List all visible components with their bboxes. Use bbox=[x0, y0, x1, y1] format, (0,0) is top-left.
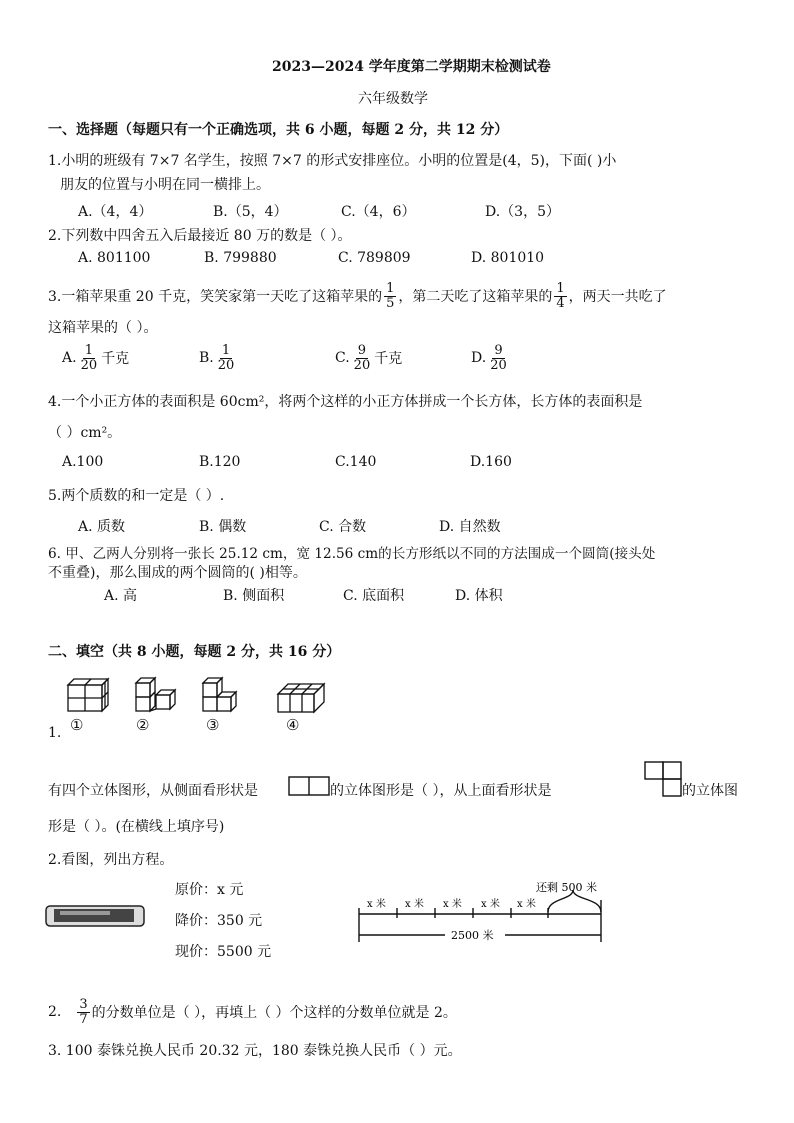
side-view-shape-icon bbox=[288, 776, 330, 796]
q5-option-d[interactable]: D. 自然数 bbox=[439, 519, 501, 535]
q2-option-a[interactable]: A. 801100 bbox=[78, 250, 151, 266]
q4-option-c[interactable]: C.140 bbox=[335, 454, 377, 470]
q5-text: 5.两个质数的和一定是（ ）. bbox=[48, 488, 225, 504]
figure-4-label: ④ bbox=[286, 716, 300, 734]
q6-option-b[interactable]: B. 侧面积 bbox=[223, 588, 285, 604]
q4-option-a[interactable]: A.100 bbox=[62, 454, 104, 470]
s2-q3-text: 3. 100 泰铢兑换人民币 20.32 元，180 泰铢兑换人民币（ ）元。 bbox=[48, 1043, 462, 1059]
exam-title: 2023—2024 学年度第二学期期末检测试卷 bbox=[272, 59, 551, 75]
price-drop: 降价：350 元 bbox=[175, 913, 263, 929]
q3-option-a[interactable]: A. $\frac{1}{20}$ 千克 bbox=[62, 343, 130, 373]
q3-fraction-1: $\frac{1}{5}$ bbox=[386, 281, 395, 311]
section2-heading: 二、填空（共 8 小题，每题 2 分，共 16 分） bbox=[48, 644, 341, 660]
q3-text-part2: ，第二天吃了这箱苹果的 bbox=[398, 289, 553, 306]
q2-option-d[interactable]: D. 801010 bbox=[471, 250, 545, 266]
q1-line2: 朋友的位置与小明在同一横排上。 bbox=[60, 177, 270, 193]
segment-label-2: x 米 bbox=[405, 899, 424, 910]
segment-label-1: x 米 bbox=[367, 899, 386, 910]
segment-diagram bbox=[355, 876, 610, 946]
q6-option-a[interactable]: A. 高 bbox=[104, 588, 138, 604]
s2-q2-text: 2.看图，列出方程。 bbox=[48, 852, 174, 868]
s2-q1-text-c: 的立体图 bbox=[682, 783, 738, 799]
q1-option-a[interactable]: A.（4，4） bbox=[78, 204, 153, 220]
figure-1-label: ① bbox=[70, 716, 84, 734]
q6-line2: 不重叠)，那么围成的两个圆筒的( )相等。 bbox=[48, 565, 307, 581]
s2-q1-text-b: 的立体图形是（ ），从上面看形状是 bbox=[330, 783, 552, 799]
q1-option-c[interactable]: C.（4，6） bbox=[341, 204, 416, 220]
q2-text: 2.下列数中四舍五入后最接近 80 万的数是（ ）。 bbox=[48, 228, 352, 244]
segment-label-5: x 米 bbox=[517, 899, 536, 910]
price-now: 现价：5500 元 bbox=[175, 944, 272, 960]
q3-option-b[interactable]: B. $\frac{1}{20}$ bbox=[199, 343, 235, 373]
exam-subtitle: 六年级数学 bbox=[358, 91, 428, 107]
q3-text-part3: ，两天一共吃了 bbox=[568, 289, 667, 306]
s2-q2b-fraction: $\frac{3}{7}$ bbox=[79, 997, 88, 1027]
s2-q2b-line bbox=[48, 998, 457, 1026]
q6-option-c[interactable]: C. 底面积 bbox=[343, 588, 405, 604]
top-view-shape-icon bbox=[644, 761, 682, 797]
section1-heading: 一、选择题（每题只有一个正确选项，共 6 小题，每题 2 分，共 12 分） bbox=[48, 122, 509, 138]
figure-3-cubes bbox=[200, 675, 246, 713]
q3-line2: 这箱苹果的（ ）。 bbox=[48, 320, 158, 336]
q3-option-c[interactable]: C. $\frac{9}{20}$ 千克 bbox=[335, 343, 403, 373]
q5-option-c[interactable]: C. 合数 bbox=[319, 519, 367, 535]
q4-line2: （ ）cm²。 bbox=[48, 425, 122, 441]
q2-option-b[interactable]: B. 799880 bbox=[204, 250, 277, 266]
q4-line1: 4.一个小正方体的表面积是 60cm²，将两个这样的小正方体拼成一个长方体，长方体的表面积是 bbox=[48, 394, 643, 410]
q5-option-b[interactable]: B. 偶数 bbox=[199, 519, 247, 535]
figure-4-cubes bbox=[276, 680, 326, 714]
q3-text-part1: 3.一箱苹果重 20 千克，笑笑家第一天吃了这箱苹果的 bbox=[48, 289, 383, 306]
segment-label-3: x 米 bbox=[443, 899, 462, 910]
q6-option-d[interactable]: D. 体积 bbox=[455, 588, 503, 604]
q3-line1 bbox=[48, 282, 667, 310]
q4-option-b[interactable]: B.120 bbox=[199, 454, 241, 470]
q4-option-d[interactable]: D.160 bbox=[470, 454, 512, 470]
figure-2-cubes bbox=[132, 675, 178, 713]
q1-option-d[interactable]: D.（3，5） bbox=[485, 204, 560, 220]
s2-q1-number: 1. bbox=[48, 725, 62, 741]
total-label: 2500 米 bbox=[451, 929, 494, 942]
q6-line1: 6. 甲、乙两人分别将一张长 25.12 cm，宽 12.56 cm的长方形纸以不同的方法围成一个圆筒(接头处 bbox=[48, 546, 656, 562]
q2-option-c[interactable]: C. 789809 bbox=[338, 250, 411, 266]
s2-q2b-number: 2. bbox=[48, 1004, 62, 1021]
q5-option-a[interactable]: A. 质数 bbox=[78, 519, 126, 535]
figure-2-label: ② bbox=[136, 716, 150, 734]
remain-label: 还剩 500 米 bbox=[536, 881, 597, 894]
figure-1-cubes bbox=[66, 675, 110, 713]
s2-q1-line2: 形是（ ）。(在横线上填序号) bbox=[48, 819, 225, 835]
q1-option-b[interactable]: B.（5，4） bbox=[213, 204, 288, 220]
s2-q2b-text: 的分数单位是（ ），再填上（ ）个这样的分数单位就是 2。 bbox=[91, 1005, 457, 1022]
q1-line1: 1.小明的班级有 7×7 名学生，按照 7×7 的形式安排座位。小明的位置是(4，5)，下面( )小 bbox=[48, 153, 617, 169]
segment-label-4: x 米 bbox=[481, 899, 500, 910]
q3-fraction-2: $\frac{1}{4}$ bbox=[556, 281, 565, 311]
price-original: 原价：x 元 bbox=[175, 882, 244, 898]
tablet-image bbox=[44, 900, 146, 930]
s2-q1-text-a: 有四个立体图形，从侧面看形状是 bbox=[48, 783, 258, 799]
q3-option-d[interactable]: D. $\frac{9}{20}$ bbox=[471, 343, 507, 373]
figure-3-label: ③ bbox=[206, 716, 220, 734]
